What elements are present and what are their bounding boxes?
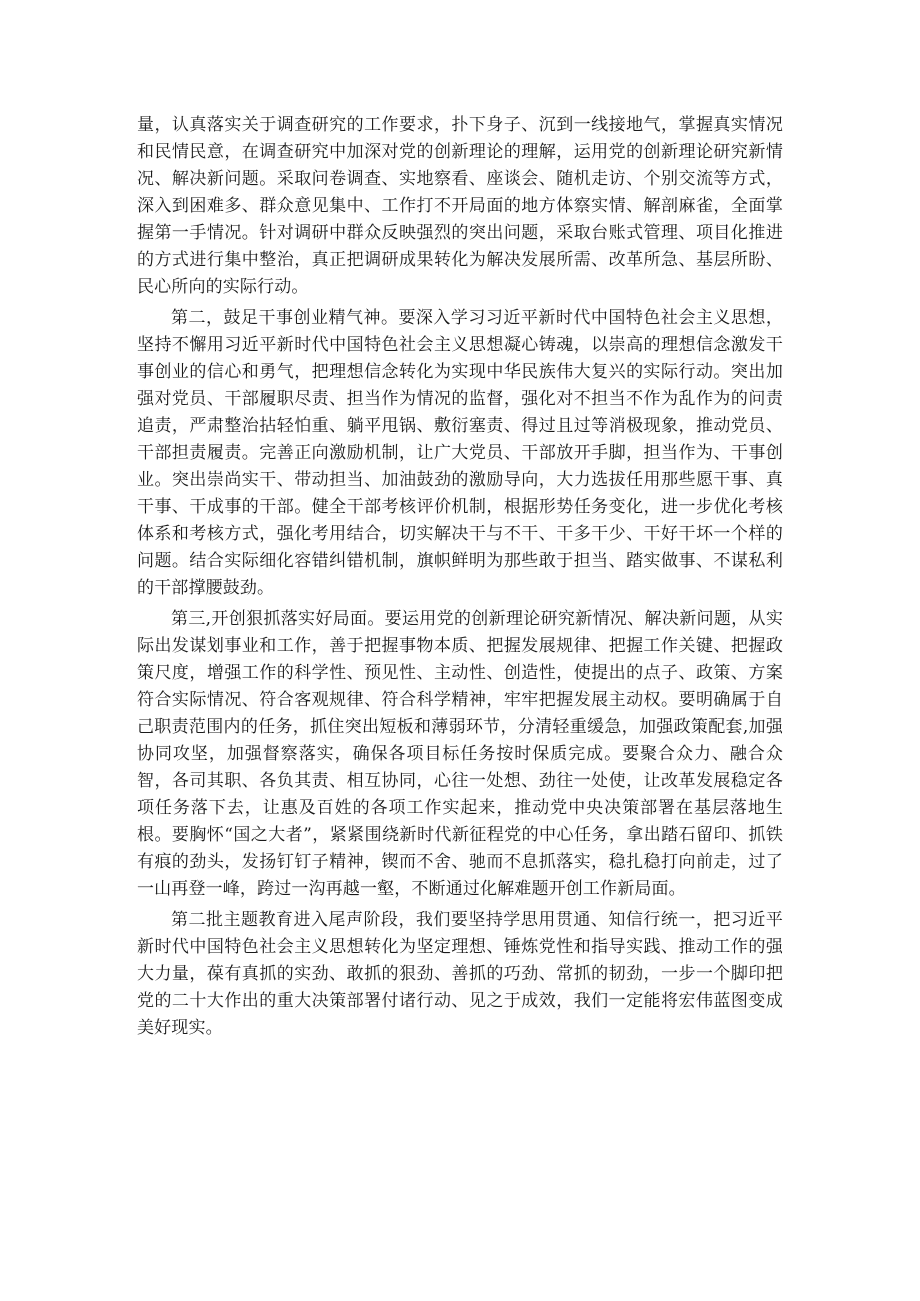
paragraph-third-point: 第三,开创狠抓落实好局面。要运用党的创新理论研究新情况、解决新问题，从实际出发谋划事业和工作，善于把握事物本质、把握发展规律、把握工作关键、把握政策尺度，增强工作的科学性、预见性、主动性、创造性，使提出的点子、政策、方案符合实际情况、符合客观规律、符合科学精神，牢牢把握发展主动权。要明确属于自己职责范围内的任务，抓住突出短板和薄弱环节，分清轻重缓急，加强政策配套,加强协同攻坚，加强督察落实，确保各项目标任务按时保质完成。要聚合众力、融合众智，各司其职、各负其责、相互协同，心往一处想、劲往一处使，让改革发展稳定各项任务落下去，让惠及百姓的各项工作实起来，推动党中央决策部署在基层落地生根。要胸怀“国之大者”，紧紧围绕新时代新征程党的中心任务，拿出踏石留印、抓铁有痕的劲头，发扬钉钉子精神，锲而不舍、驰而不息抓落实，稳扎稳打向前走，过了一山再登一峰，跨过一沟再越一壑，不断通过化解难题开创工作新局面。 (137, 609, 783, 899)
paragraph-research-continuation: 量，认真落实关于调查研究的工作要求，扑下身子、沉到一线接地气，掌握真实情况和民情民意，在调查研究中加深对党的创新理论的理解，运用党的创新理论研究新情况、解决新问题。采取问卷调查、实地察看、座谈会、随机走访、个别交流等方式，深入到困难多、群众意见集中、工作打不开局面的地方体察实情、解剖麻雀，全面掌握第一手情况。针对调研中群众反映强烈的突出问题，采取台账式管理、项目化推进的方式进行集中整治，真正把调研成果转化为解决发展所需、改革所急、基层所盼、民心所向的实际行动。 (137, 115, 783, 297)
document-page (137, 112, 783, 1046)
paragraph-second-point: 第二，鼓足干事创业精气神。要深入学习习近平新时代中国特色社会主义思想，坚持不懈用习近平新时代中国特色社会主义思想凝心铸魂，以崇高的理想信念激发干事创业的信心和勇气，把理想信念转化为实现中华民族伟大复兴的实际行动。突出加强对党员、干部履职尽责、担当作为情况的监督，强化对不担当不作为乱作为的问责追责，严肃整治拈轻怕重、躺平甩锅、敷衍塞责、得过且过等消极现象，推动党员、干部担责履责。完善正向激励机制，让广大党员、干部放开手脚，担当作为、干事创业。突出崇尚实干、带动担当、加油鼓劲的激励导向，大力选拔任用那些愿干事、真干事、干成事的干部。健全干部考核评价机制，根据形势任务变化，进一步优化考核体系和考核方式，强化考用结合，切实解决干与不干、干多干少、干好干坏一个样的问题。结合实际细化容错纠错机制，旗帜鲜明为那些敢于担当、踏实做事、不谋私利的干部撑腰鼓劲。 (137, 308, 783, 598)
paragraph-conclusion: 第二批主题教育进入尾声阶段，我们要坚持学思用贯通、知信行统一，把习近平新时代中国特色社会主义思想转化为坚定理想、锤炼党性和指导实践、推动工作的强大力量，葆有真抓的实劲、敢抓的狠劲、善抓的巧劲、常抓的韧劲，一步一个脚印把党的二十大作出的重大决策部署付诸行动、见之于成效，我们一定能将宏伟蓝图变成美好现实。 (137, 910, 783, 1038)
